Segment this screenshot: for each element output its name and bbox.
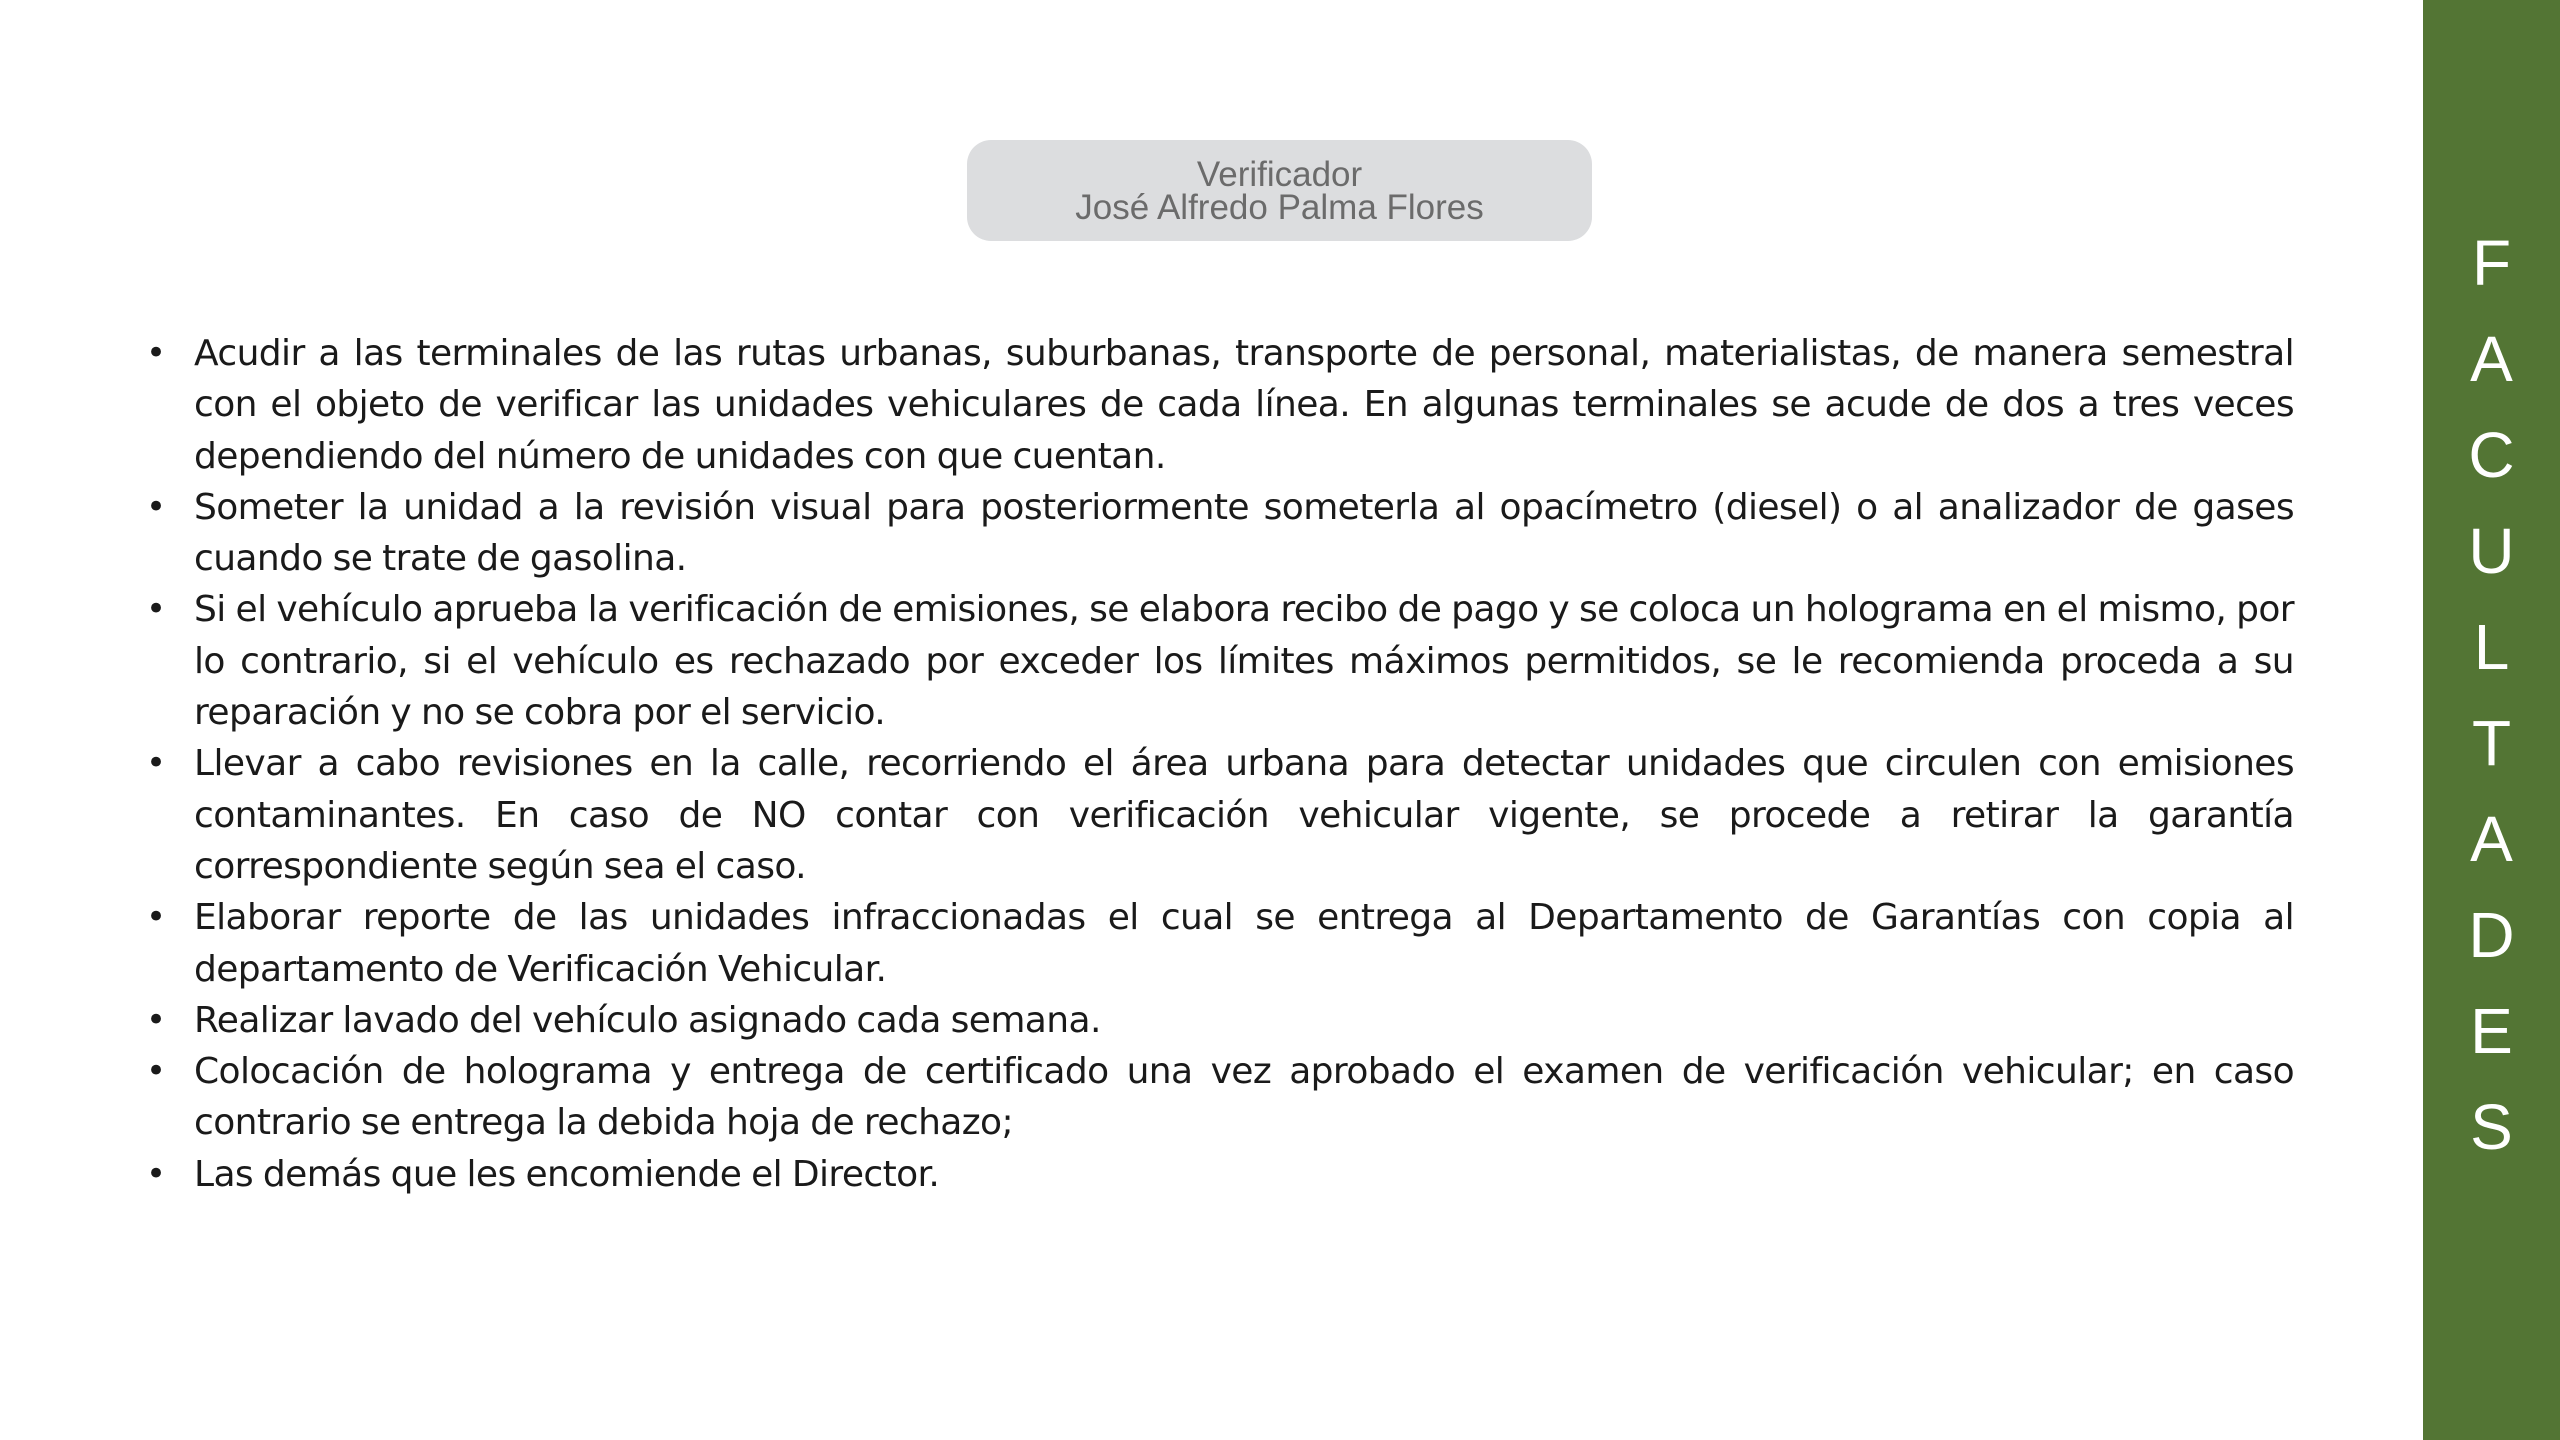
sidebar-letter: E — [2470, 995, 2513, 1067]
list-item — [142, 482, 2294, 585]
list-item — [142, 584, 2294, 738]
role-title: Verificador — [1196, 154, 1363, 194]
list-item — [142, 328, 2294, 482]
duties-list — [142, 328, 2294, 1200]
duty-text: Acudir a las terminales de las rutas urbanas, suburbanas, transporte de personal, materialistas, de manera semestral con el objeto de verificar las unidades vehiculares de cada línea. En algunas terminales se acude de dos a tres veces dependiendo del número de unidades con que cuentan. — [194, 333, 2294, 477]
bullet-icon: • — [146, 897, 166, 938]
bullet-icon: • — [146, 999, 166, 1040]
bullet-icon: • — [146, 589, 166, 630]
bullet-icon: • — [146, 743, 166, 784]
duty-text: Someter la unidad a la revisión visual para posteriormente someterla al opacímetro (diesel) o al analizador de gases cuando se trate de gasolina. — [194, 486, 2294, 580]
role-header-box — [967, 140, 1592, 241]
list-item — [142, 738, 2294, 892]
sidebar-letter: D — [2468, 899, 2515, 971]
sidebar-letter: A — [2470, 803, 2513, 875]
sidebar-letter: U — [2468, 515, 2515, 587]
duty-text: Elaborar reporte de las unidades infraccionadas el cual se entrega al Departamento de Garantías con copia al departamento de Verificación Vehicular. — [194, 897, 2294, 990]
bullet-icon: • — [146, 1051, 166, 1092]
bullet-icon: • — [146, 333, 166, 373]
list-item — [142, 892, 2294, 995]
sidebar-letter: C — [2468, 419, 2515, 491]
sidebar-letter: L — [2473, 611, 2510, 683]
sidebar-letter: A — [2470, 323, 2513, 395]
duty-text: Si el vehículo aprueba la verificación de emisiones, se elabora recibo de pago y se coloca un holograma en el mismo, por lo contrario, si el vehículo es rechazado por exceder los límites máximos permitidos, se le recomienda proceda a su reparación y no se cobra por el servicio. — [194, 589, 2294, 734]
sidebar-letter: T — [2471, 707, 2512, 779]
duty-text: Realizar lavado del vehículo asignado cada semana. — [194, 999, 1101, 1041]
sidebar-letter: S — [2470, 1091, 2513, 1163]
section-sidebar — [2423, 0, 2560, 1440]
sidebar-letter: F — [2471, 227, 2512, 299]
person-name: José Alfredo Palma Flores — [1075, 187, 1484, 227]
duty-text: Colocación de holograma y entrega de certificado una vez aprobado el examen de verificación vehicular; en caso contrario se entrega la debida hoja de rechazo; — [194, 1051, 2294, 1144]
bullet-icon: • — [146, 1153, 166, 1194]
list-item — [142, 1046, 2294, 1149]
duty-text: Llevar a cabo revisiones en la calle, recorriendo el área urbana para detectar unidades que circulen con emisiones contaminantes. En caso de NO contar con verificación vehicular vigente, se procede a retirar la garantía correspondiente según sea el caso. — [194, 743, 2294, 887]
list-item — [142, 1149, 2294, 1200]
bullet-icon: • — [146, 486, 166, 527]
list-item — [142, 995, 2294, 1046]
duty-text: Las demás que les encomiende el Director. — [194, 1153, 940, 1195]
